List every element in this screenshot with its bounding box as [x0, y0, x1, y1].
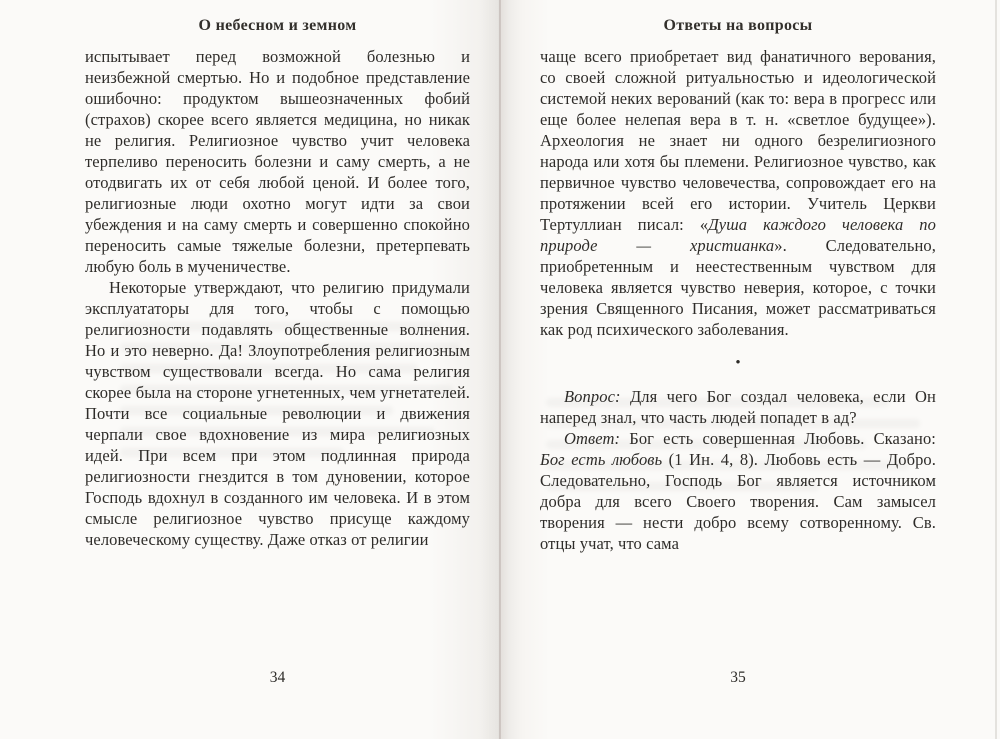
answer-label: Ответ: — [564, 429, 621, 448]
section-separator-dot: • — [735, 355, 741, 371]
right-text-column — [540, 0, 936, 554]
text-run: чаще всего приобретает вид фанатичного верования, со своей сложной ритуальностью и идеологической системой неких верований (как то: вера в прогресс или еще более нелепая вера в т. н. «светлое будущее»). Археология не знает ни одного безрелигиозного народа или хотя бы племени. Религиозное чувство, как первичное чувство человечества, сопровождает его на протяжении всей его истории. Учитель Церкви Тертуллиан писал: « — [540, 47, 936, 234]
running-head-right: Ответы на вопросы — [663, 17, 813, 34]
text-run: Бог есть совершенная Любовь. Сказано: — [629, 429, 936, 448]
text-run: ». Следовательно, приобретенным и неестественным чувством для человека является чувство неверия, которое, с точки зрения Священного Писания, может рассматриваться как род психического заболевания. — [540, 236, 936, 339]
quote-italic: Душа каждого человека по природе — христианка — [540, 215, 936, 255]
left-text-column — [85, 0, 470, 550]
paragraph-continuation: испытывает перед возможной болезнью и неизбежной смертью. Но и подобное представление ошибочно: продуктом вышеозначенных фобий (страхов) скорее всего является медицина, но никак не религия. Религиозное чувство учит человека терпеливо переносить болезни и саму смерть, а не отодвигать их от себя любой ценой. И более того, религиозные люди охотно могут идти за свои убеждения и на саму смерть и совершенно спокойно переносить самые тяжелые болезни, претерпевать любую боль в мученичестве. — [85, 47, 470, 276]
book-spine-crease — [499, 0, 501, 739]
page-number-right: 35 — [730, 669, 746, 686]
running-head-left: О небесном и земном — [198, 17, 357, 34]
scan-edge-artifact — [995, 0, 997, 739]
paragraph-continuation — [540, 46, 936, 340]
paragraph: Некоторые утверждают, что религию придумали эксплуататоры для того, чтобы с помощью религиозности подавлять общественные волнения. Но и это неверно. Да! Злоупотребления религиозным чувством существовали всегда. Но сама религия скорее была на стороне угнетенных, чем угнетателей. Почти все социальные революции и движения черпали свое вдохновение из мира религиозных идей. При всем при этом подлинная природа религиозности гнездится в том дуновении, которое Господь вдохнул в созданного им человека. И в этом смысле религиозное чувство присуще каждому человеческому существу. Даже отказ от религии — [85, 278, 470, 549]
answer-paragraph — [540, 428, 936, 554]
page-number-left: 34 — [269, 669, 286, 686]
text-run: (1 Ин. 4, 8). Любовь есть — Добро. Следовательно, Господь Бог является источником добра для всего Своего творения. Сам замысел творения — нести добро всему сотворенному. Св. отцы учат, что сама — [540, 450, 936, 553]
question-label: Вопрос: — [564, 387, 621, 406]
question-paragraph — [540, 386, 936, 428]
question-text: Для чего Бог создал человека, если Он наперед знал, что часть людей попадет в ад? — [540, 387, 936, 427]
right-page — [500, 0, 1000, 739]
scripture-quote-italic: Бог есть любовь — [540, 450, 663, 469]
